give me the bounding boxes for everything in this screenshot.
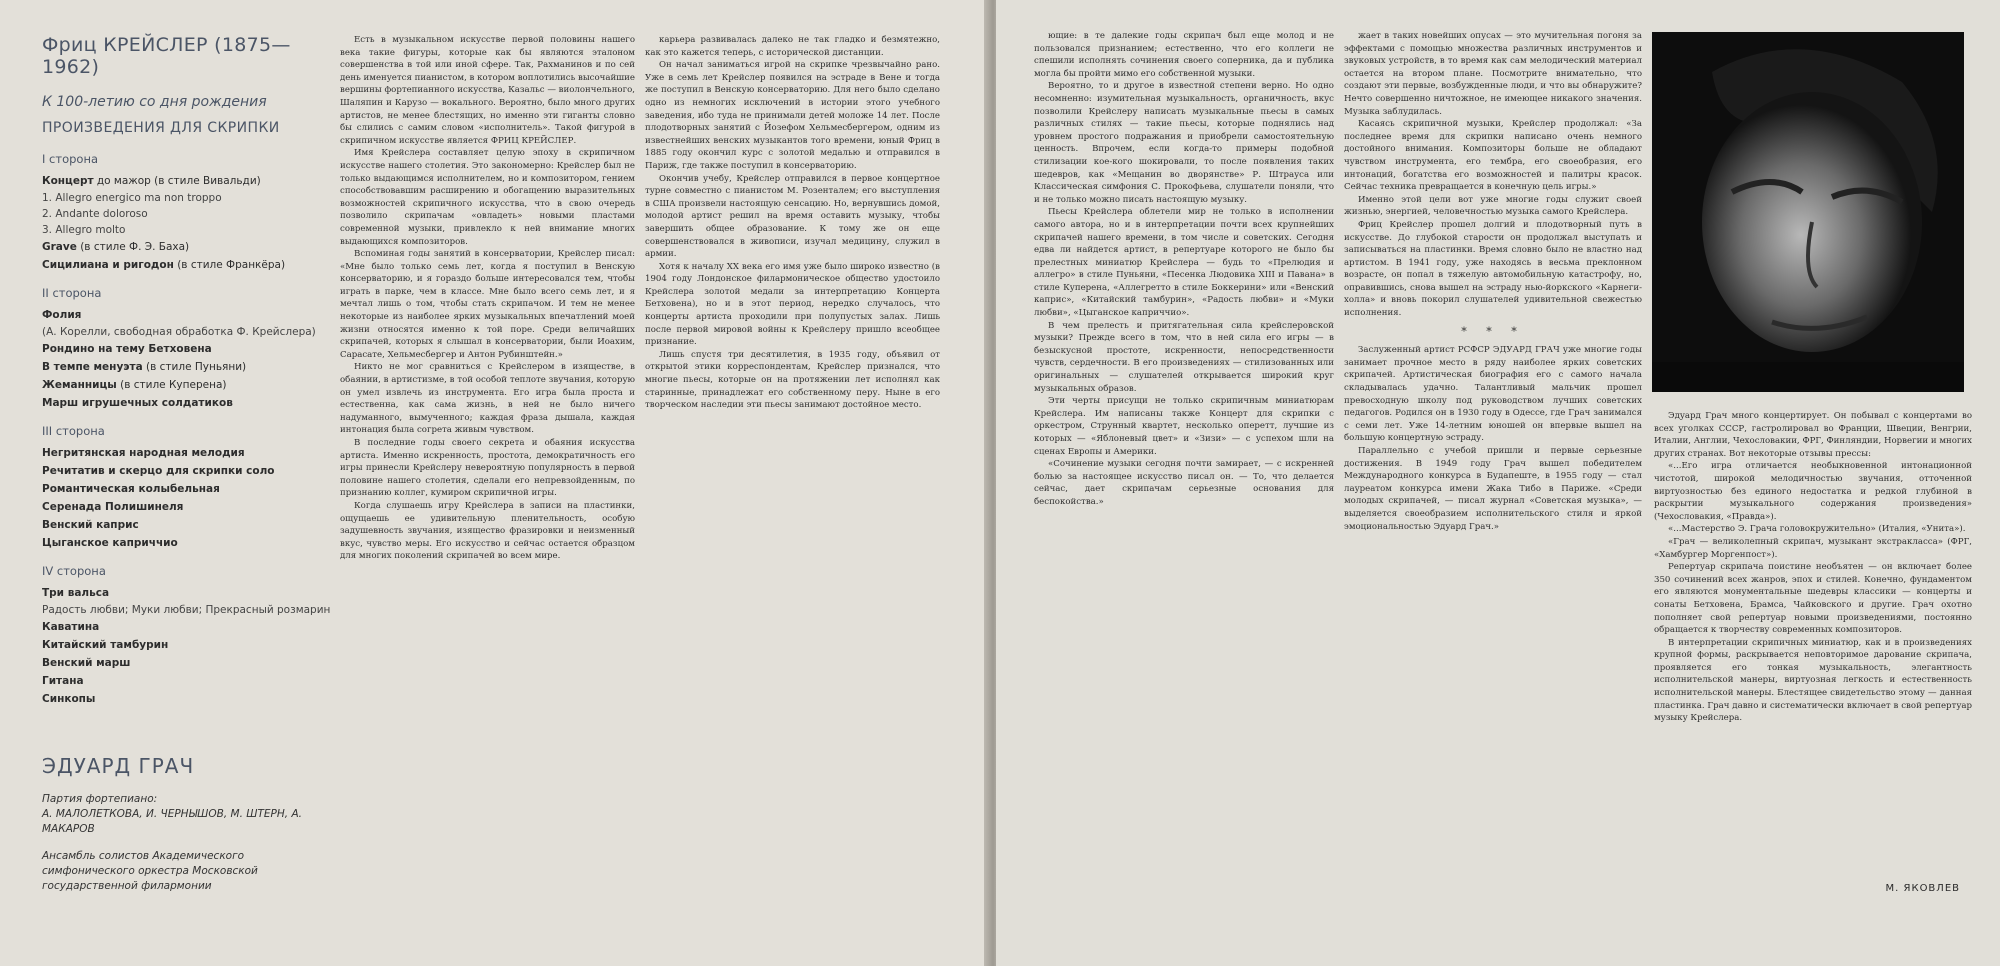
program-item bbox=[42, 480, 332, 498]
article-paragraph: Заслуженный артист РСФСР ЭДУАРД ГРАЧ уже многие годы занимает прочное место в ряду наиболее ярких советских скрипачей. Артистическая биография его с самого начала складывалась удачно. Талантливый мальчик прошел превосходную школу под руководством лучших советских педагогов. Родился он в 1930 году в Одессе, где Грач занимался с семи лет. Уже 14-летним юношей он впервые вышел на большую концертную эстраду. bbox=[1344, 345, 1642, 444]
work-title: Grave bbox=[42, 241, 77, 253]
program-item bbox=[42, 394, 332, 412]
program-item bbox=[42, 672, 332, 690]
article-column-4 bbox=[1344, 30, 1642, 533]
article-paragraph: Он начал заниматься игрой на скрипке чрезвычайно рано. Уже в семь лет Крейслер появился на эстраде в Вене и тогда же поступил в Венскую консерваторию. Для него было сделано одно из немногих исключений в истории этого учебного заведения, ибо туда не принимали детей моложе 14 лет. После плодотворных занятий с Йозефом Хельмесбергером, одним из известнейших венских музыкантов того времени, юный Фриц в 1885 году окончил курс с золотой медалью и отправился в Париж, где также поступил в консерваторию. bbox=[645, 60, 940, 171]
article-paragraph: В последние годы своего секрета и обаяния искусства артиста. Именно искренность, простота, демократичность его игры принесли Крейслеру невероятную популярность в первой половине нашего столетия, сделали его непревзойденным, по признанию коллег, кумиром скрипичной игры. bbox=[340, 438, 635, 499]
left-page bbox=[0, 0, 990, 966]
work-note: (в стиле Пуньяни) bbox=[142, 361, 247, 373]
article-column-1 bbox=[340, 34, 635, 563]
article-paragraph: Имя Крейслера составляет целую эпоху в скрипичном искусстве нашего столетия. Это закономерно: Крейслер был не только выдающимся исполнителем, но и композитором, гением способствовавшим расширению и обогащению выразительных возможностей скрипичного искусства, что в свою очередь позволило скрипачам «овладеть» новыми пластами современной музыки, привлекло к ней внимание многих выдающихся композиторов. bbox=[340, 148, 635, 247]
program-item bbox=[42, 358, 332, 376]
piano-heading: Партия фортепиано: bbox=[42, 793, 158, 805]
article-paragraph: В чем прелесть и притягательная сила крейслеровской музыки? Прежде всего в том, что в ней сила его игры — в безыскусной простоте, искренности, непосредственности чувств, сердечности. В его произведениях — стилизованных или оригинальных — слушателей открывается широкий круг музыкальных образов. bbox=[1034, 320, 1334, 394]
program-item bbox=[42, 618, 332, 636]
program-subitem: 2. Andante doloroso bbox=[42, 208, 148, 220]
side-heading: I сторона bbox=[42, 152, 99, 166]
section-divider: * * * bbox=[1461, 324, 1525, 338]
work-title: Негритянская народная мелодия bbox=[42, 447, 245, 459]
program-item bbox=[42, 444, 332, 462]
program-subitem: Радость любви; Муки любви; Прекрасный розмарин bbox=[42, 604, 331, 616]
side-heading: III сторона bbox=[42, 424, 105, 438]
program-item bbox=[42, 690, 332, 708]
work-title: Рондино на тему Бетховена bbox=[42, 343, 212, 355]
work-title: Венский марш bbox=[42, 657, 131, 669]
article-paragraph: Вспоминая годы занятий в консерватории, Крейслер писал: «Мне было только семь лет, когда я поступил в Венскую консерваторию, и я гораздо больше интересовался тем, чтобы играть в парке, чем в классе. Мне было всего семь лет, и я мечтал лишь о том, чтобы стать скрипачом. И тем не менее некоторые из наиболее ярких музыкальных впечатлений моей жизни относятся именно к той поре. Среди величайших скрипачей, которых я слышал в консерватории, были Иоахим, Сарасате, Хельмесбергер и Антон Рубинштейн.» bbox=[340, 249, 635, 360]
work-title: Серенада Полишинеля bbox=[42, 501, 184, 513]
program-item bbox=[42, 636, 332, 654]
work-title: Жеманницы bbox=[42, 379, 117, 391]
article-paragraph: «Грач — великолепный скрипач, музыкант экстракласса» (ФРГ, «Хамбургер Моргенпост»). bbox=[1654, 536, 1972, 560]
program-item bbox=[42, 238, 332, 256]
article-paragraph: Параллельно с учебой пришли и первые серьезные достижения. В 1949 году Грач вышел победителем Международного конкурса в Будапеште, в 1955 году — стал лауреатом конкурса имени Жака Тибо в Париже. «Среди молодых скрипачей, — писал журнал «Советская музыка», — выделяется своеобразием исполнительского стиля и яркой эмоциональностью Эдуард Грач.» bbox=[1344, 446, 1642, 532]
composer-title: Фриц КРЕЙСЛЕР (1875—1962) bbox=[42, 34, 291, 78]
work-title: Фолия bbox=[42, 309, 82, 321]
program-item bbox=[42, 498, 332, 516]
program-item bbox=[42, 256, 332, 274]
article-paragraph: Есть в музыкальном искусстве первой половины нашего века такие фигуры, которые как бы являются эталоном совершенства в той или иной сфере. Так, Рахманинов и по сей день именуется пианистом, в котором воплотились высочайшие вершины фортепианного искусства, Казальс — виолончельного, Шаляпин и Карузо — вокального. Вероятно, было много других артистов, не менее блестящих, но именно эти гиганты словно бы слились с самим словом «исполнитель». Такой фигурой в скрипичном искусстве является ФРИЦ КРЕЙСЛЕР. bbox=[340, 35, 635, 146]
work-title: Синкопы bbox=[42, 693, 96, 705]
work-note: (в стиле Ф. Э. Баха) bbox=[76, 241, 190, 253]
program-item bbox=[42, 654, 332, 672]
program-item bbox=[42, 306, 332, 324]
article-paragraph: Репертуар скрипача поистине необъятен — он включает более 350 сочинений всех жанров, эпох и стилей. Конечно, фундаментом его являются монументальные шедевры классики — концерты и сонаты Бетховена, Брамса, Чайковского и другие. Грач охотно пополняет свой репертуар новыми произведениями, постоянно обращается к творчеству современных композиторов. bbox=[1654, 562, 1972, 636]
article-paragraph: В интерпретации скрипичных миниатюр, как и в произведениях крупной формы, раскрывается неповторимое дарование скрипача, проявляется его тонкая музыкальность, элегантность исполнительской манеры, виртуозная легкость и естественность исполнительской манеры. Блестящее свидетельство этому — данная пластинка. Грач давно и систематически включает в свой репертуар музыку Крейслера. bbox=[1654, 637, 1972, 724]
program-item bbox=[42, 584, 332, 602]
performer-name: ЭДУАРД ГРАЧ bbox=[42, 754, 195, 778]
work-title: Три вальса bbox=[42, 587, 110, 599]
program-item bbox=[42, 376, 332, 394]
program-item bbox=[42, 462, 332, 480]
article-paragraph: жает в таких новейших опусах — это мучительная погоня за эффектами с помощью множества различных инструментов и звуковых устройств, в то время как сам мелодический материал остается на втором плане. Посмотрите внимательно, что создают эти первые, возбужденные люди, и что вы обнаружите? Нечто совершенно ничтожное, не имеющее никакого значения. Музыка заблудилась. bbox=[1344, 31, 1642, 117]
article-paragraph: «Сочинение музыки сегодня почти замирает, — с искренней болью за настоящее искусство писал он. — То, что делается сейчас, дает скрипачам серьезные основания для беспокойства.» bbox=[1034, 459, 1334, 507]
work-title: Китайский тамбурин bbox=[42, 639, 169, 651]
pianists-list: А. МАЛОЛЕТКОВА, И. ЧЕРНЫШОВ, М. ШТЕРН, А. МАКАРОВ bbox=[42, 808, 302, 835]
work-note: (в стиле Франкёра) bbox=[173, 259, 286, 271]
works-heading: ПРОИЗВЕДЕНИЯ ДЛЯ СКРИПКИ bbox=[42, 120, 280, 136]
work-title: Каватина bbox=[42, 621, 100, 633]
article-paragraph: «...Его игра отличается необыкновенной интонационной чистотой, широкой мелодичностью звучания, отточенной виртуозностью без единого недостатка и редкой глубиной в раскрытии музыкального содержания произведения» (Чехословакия, «Правда»). bbox=[1654, 461, 1972, 522]
work-title: Марш игрушечных солдатиков bbox=[42, 397, 233, 409]
program-subitem: (А. Корелли, свободная обработка Ф. Крейслера) bbox=[42, 326, 316, 338]
article-paragraph: Никто не мог сравниться с Крейслером в изяществе, в обаянии, в артистизме, в той особой теплоте звучания, которую он умел извлечь из инструмента. Его игра была проста и естественна, как сама жизнь, в ней не было ничего надуманного, вымученного; каждая фраза дышала, каждая интонация была согрета живым чувством. bbox=[340, 362, 635, 436]
article-paragraph: карьера развивалась далеко не так гладко и безмятежно, как это кажется теперь, с исторической дистанции. bbox=[645, 35, 940, 58]
article-paragraph: ющие: в те далекие годы скрипач был еще молод и не пользовался признанием; естественно, что его коллеги не спешили исполнять сочинения своего соперника, да и публика могла бы пройти мимо его собственной музыки. bbox=[1034, 31, 1334, 79]
article-paragraph: Лишь спустя три десятилетия, в 1935 году, объявил от открытой этики корреспондентам, Крейслер признался, что многие пьесы, которые он на протяжении лет исполнял как старинные, принадлежат его собственному перу. Ныне в его творческом наследии эти пьесы занимают достойное место. bbox=[645, 349, 940, 411]
program-item bbox=[42, 534, 332, 552]
anniversary-subtitle: К 100-летию со дня рождения bbox=[42, 94, 267, 110]
program-subitem: 3. Allegro molto bbox=[42, 224, 126, 236]
work-title: Речитатив и скерцо для скрипки соло bbox=[42, 465, 275, 477]
portrait-photo bbox=[1652, 32, 1964, 392]
program-sidebar bbox=[42, 34, 332, 894]
article-column-2 bbox=[645, 34, 940, 412]
program-item bbox=[42, 172, 332, 190]
work-note: до мажор (в стиле Вивальди) bbox=[93, 175, 261, 187]
work-title: Гитана bbox=[42, 675, 84, 687]
article-paragraph: Когда слушаешь игру Крейслера в записи на пластинки, ощущаешь ее удивительную пленительность, особую задушевность звучания, изящество фразировки и неизменный вкус, чувство меры. Его искусство и сейчас остается образцом для многих поколений скрипачей во всем мире. bbox=[340, 500, 635, 562]
work-title: Сицилиана и ригодон bbox=[42, 259, 174, 271]
article-paragraph: Именно этой цели вот уже многие годы служит своей жизнью, энергией, человечностью музыка самого Крейслера. bbox=[1344, 194, 1642, 218]
right-page bbox=[996, 0, 2000, 966]
side-heading: II сторона bbox=[42, 286, 102, 300]
article-paragraph: Хотя к началу XX века его имя уже было широко известно (в 1904 году Лондонское филармоническое общество удостоило Крейслера золотой медали за интерпретацию Концерта Бетховена), но и в этот период, нередко случалось, что концерты артиста проходили при полупустых залах. Лишь после первой мировой войны к Крейслеру пришло всеобщее признание. bbox=[645, 261, 940, 348]
work-title: В темпе менуэта bbox=[42, 361, 143, 373]
article-paragraph: Эдуард Грач много концертирует. Он побывал с концертами во всех уголках СССР, гастролировал во Франции, Швеции, Венгрии, Италии, Англии, Чехословакии, ФРГ, Финляндии, Норвегии и многих других странах. Вот некоторые отзывы прессы: bbox=[1654, 411, 1972, 459]
article-paragraph: Эти черты присущи не только скрипичным миниатюрам Крейслера. Им написаны также Концерт для скрипки с оркестром, Струнный квартет, несколько оперетт, лучшие из которых — «Яблоневый цвет» и «Зизи» — с успехом шли на сценах Европы и Америки. bbox=[1034, 396, 1334, 457]
article-paragraph: Фриц Крейслер прошел долгий и плодотворный путь в искусстве. До глубокой старости он продолжал выступать и записываться на пластинки. Время словно было не властно над артистом. В 1941 году, уже находясь в весьма преклонном возрасте, он попал в тяжелую автомобильную катастрофу, но, оправившись, снова вышел на эстраду нью-йоркского «Карнеги-холла» и вновь покорил слушателей удивительной свежестью исполнения. bbox=[1344, 219, 1642, 319]
work-title: Венский каприс bbox=[42, 519, 139, 531]
work-title: Концерт bbox=[42, 175, 94, 187]
article-paragraph: «...Мастерство Э. Грача головокружительно» (Италия, «Унита»). bbox=[1668, 524, 1966, 535]
article-column-3 bbox=[1034, 30, 1334, 509]
work-title: Цыганское каприччио bbox=[42, 537, 178, 549]
program-subitem: 1. Allegro energico ma non troppo bbox=[42, 192, 222, 204]
piano-credits bbox=[42, 792, 332, 837]
portrait-image bbox=[1652, 32, 1964, 392]
article-paragraph: Вероятно, то и другое в известной степени верно. Но одно несомненно: изумительная музыкальность, органичность, вкус позволили Крейслеру написать музыкальные пьесы в самых различных стилях — такие пьесы, которые поднялись над уровнем простого подражания и приобрели самостоятельную ценность. Впрочем, если когда-то примеры подобной стилизации кое-кого шокировали, то после появления таких шедевров, как «Мещанин во дворянстве» Р. Штрауса или Классическая симфония С. Прокофьева, слушатели поняли, что и не только можно писать настоящую музыку. bbox=[1034, 81, 1334, 205]
side-heading: IV сторона bbox=[42, 564, 106, 578]
article-column-5 bbox=[1654, 410, 1972, 725]
program-list bbox=[42, 152, 332, 708]
program-item bbox=[42, 340, 332, 358]
program-item bbox=[42, 516, 332, 534]
author-signature: М. ЯКОВЛЕВ bbox=[1885, 883, 1960, 894]
article-paragraph: Касаясь скрипичной музыки, Крейслер продолжал: «За последнее время для скрипки написано очень немного достойного внимания. Композиторы больше не обладают чувством инструмента, его тембра, его своеобразия, его интонаций, богатства его возможностей и палитры красок. Сейчас техника превращается в конечную цель игры.» bbox=[1344, 119, 1642, 193]
work-title: Романтическая колыбельная bbox=[42, 483, 220, 495]
article-paragraph: Пьесы Крейслера облетели мир не только в исполнении самого автора, но и в интерпретации почти всех крупнейших скрипачей нашего времени, в том числе и советских. Сегодня едва ли найдется артист, в репертуаре которого не было бы прелестных миниатюр Крейслера — будь то «Прелюдия и аллегро» в стиле Пуньяни, «Песенка Людовика XIII и Павана» в стиле Куперена, «Аллегретто в стиле Боккерини» или «Венский каприс», «Китайский тамбурин», «Радость любви» и «Муки любви», «Цыганское каприччио». bbox=[1034, 207, 1334, 319]
ensemble-credit: Ансамбль солистов Академического симфонического оркестра Московской государственной филармонии bbox=[42, 850, 258, 892]
work-note: (в стиле Куперена) bbox=[116, 379, 227, 391]
article-paragraph: Окончив учебу, Крейслер отправился в первое концертное турне совместно с пианистом М. Розенталем; его выступления в США произвели настоящую сенсацию. Но, вернувшись домой, молодой артист решил на время оставить музыку, чтобы завершить общее образование. К тому же он еще совершенствовался в живописи, изучал медицину, служил в армии. bbox=[645, 173, 940, 260]
